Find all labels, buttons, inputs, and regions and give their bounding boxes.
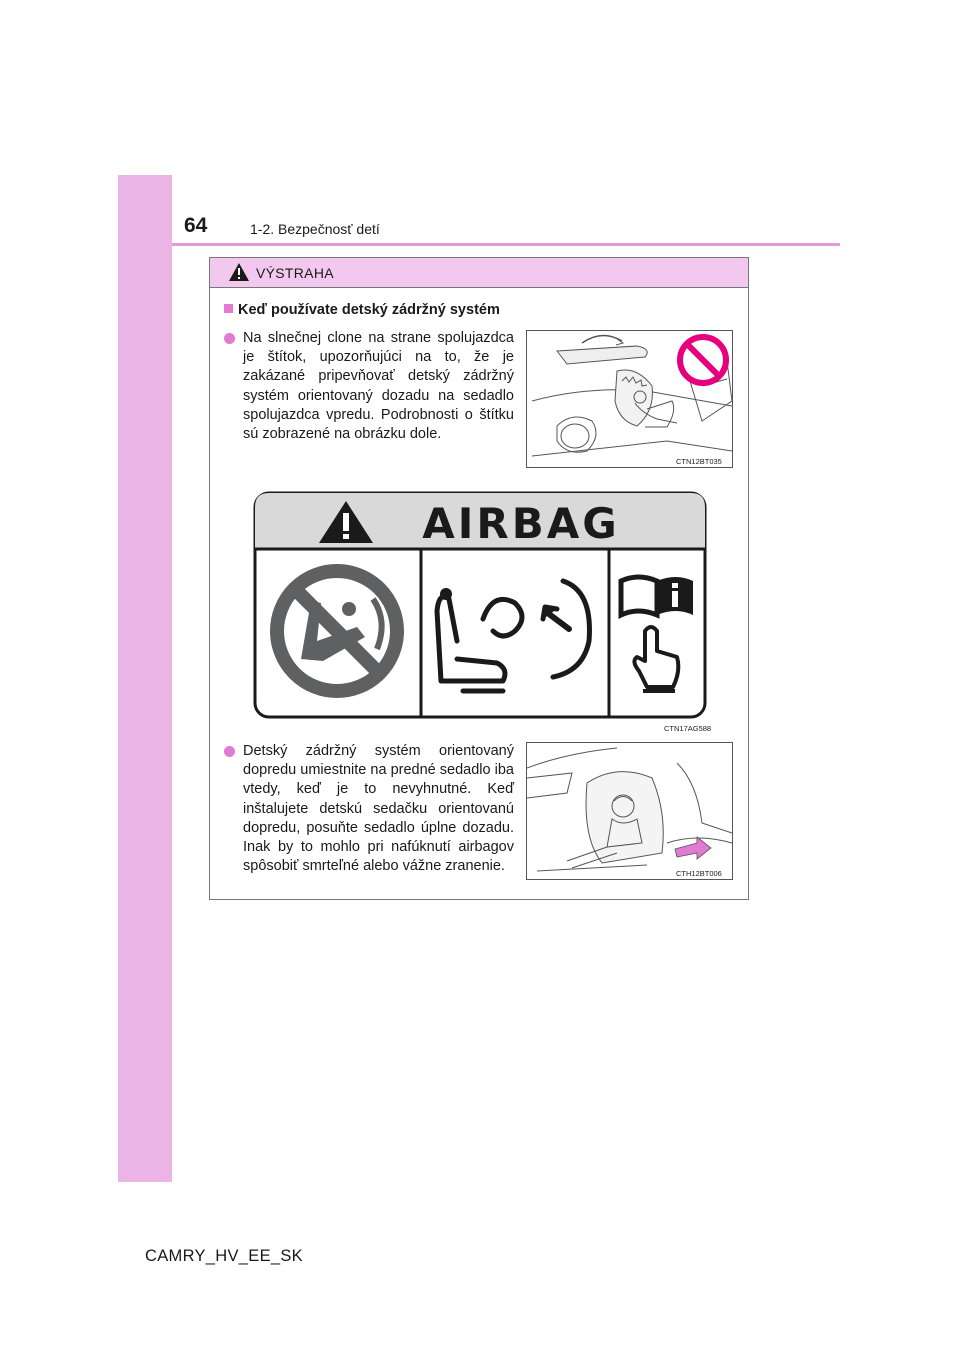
round-bullet-icon (224, 333, 235, 344)
warning-header (210, 258, 748, 288)
page-number: 64 (184, 214, 208, 237)
round-bullet-icon (224, 746, 235, 757)
sun-visor-illustration (526, 330, 733, 468)
airbag-warning-label (253, 491, 707, 719)
figure-3-code: CTH12BT006 (676, 869, 722, 878)
subheading-text: Keď používate detský zádržný systém (238, 302, 500, 318)
header-rule (172, 243, 840, 246)
warning-subheading (224, 302, 500, 318)
bullet-item-2 (224, 742, 514, 876)
warning-triangle-icon (228, 262, 250, 282)
bullet-item-1 (224, 329, 514, 444)
figure-1-code: CTN12BT035 (676, 457, 722, 466)
bullet-text-2: Detský zádržný systém orientovaný dopredu umiestnite na predné sedadlo iba vtedy, keď je to nevyhnutné. Keď inštalujete detskú sedačku orientovanú dopredu, posuňte sedadlo úplne dozadu. Inak by to mohlo pri nafúknutí airbagov spôsobiť smrteľné alebo vážne zranenie. (243, 743, 514, 875)
child-seat-illustration (526, 742, 733, 880)
document-code: CAMRY_HV_EE_SK (145, 1247, 303, 1265)
airbag-label-text: AIRBAG (422, 499, 620, 548)
side-color-band (118, 175, 172, 1182)
figure-2-code: CTN17AG588 (664, 724, 712, 733)
square-bullet-icon (224, 304, 233, 313)
warning-title: VÝSTRAHA (256, 265, 334, 281)
section-title: 1-2. Bezpečnosť detí (250, 221, 380, 237)
bullet-text-1: Na slnečnej clone na strane spolujazdca je štítok, upozorňujúci na to, že je zakázané pripevňovať detský zádržný systém orientovaný dozadu na sedadlo spolujazdca vpredu. Podrobnosti o štítku sú zobrazené na obrázku dole. (243, 330, 514, 443)
